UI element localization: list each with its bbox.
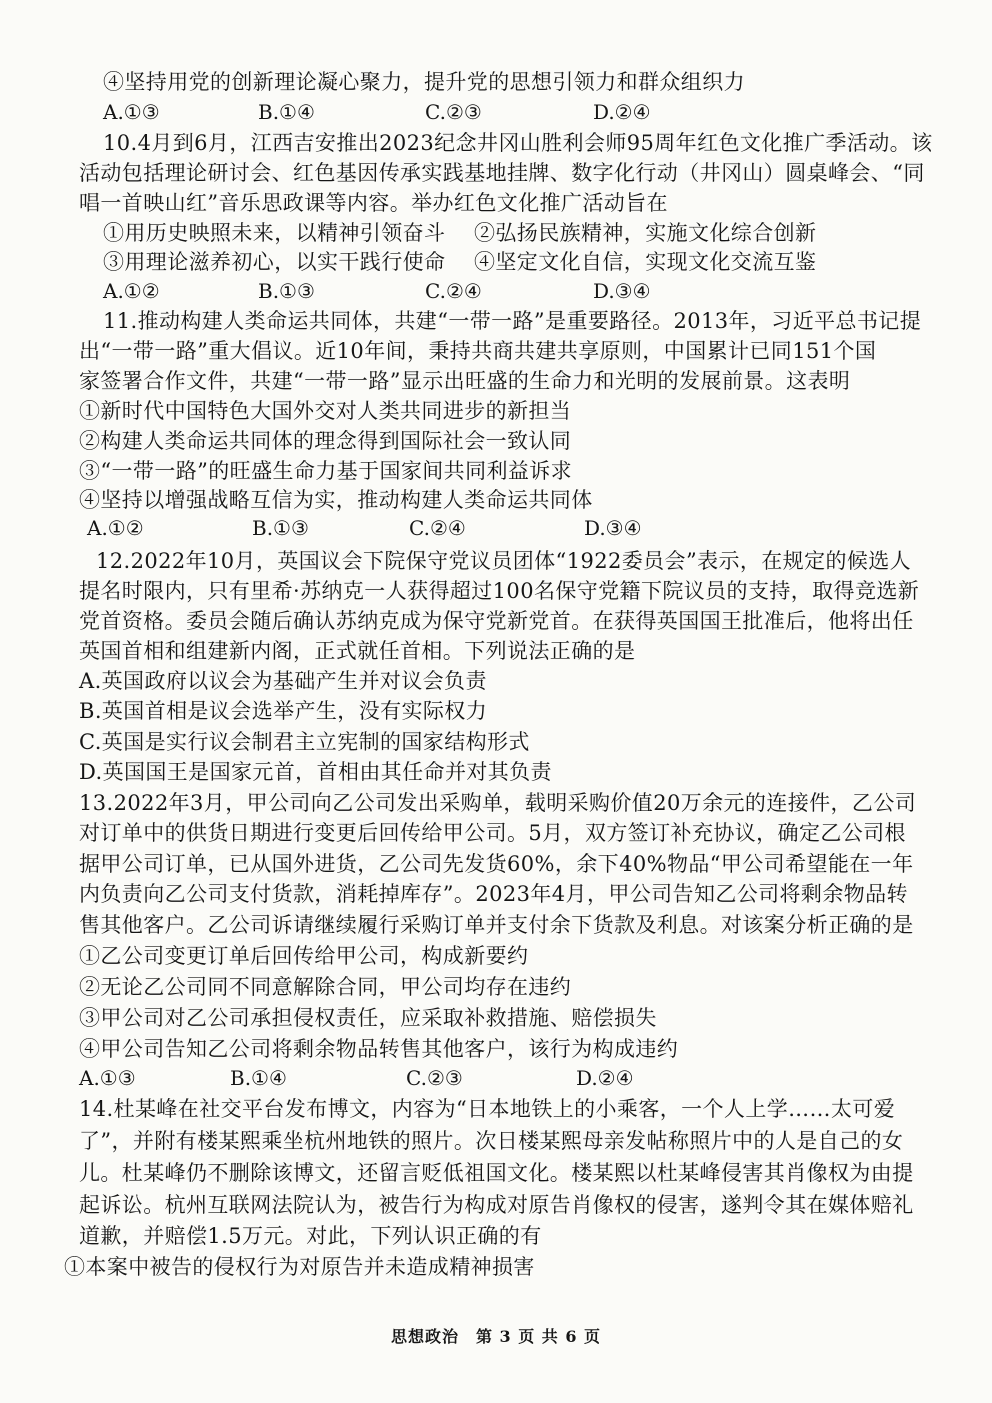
q12-stem-line-3: 党首资格。委员会随后确认苏纳克成为保守党新党首。在获得英国国王批准后，他将出任	[79, 609, 914, 633]
q11-item-4: ④坚持以增强战略互信为实，推动构建人类命运共同体	[79, 488, 593, 512]
q11-stem-line-3: 家签署合作文件，共建“一带一路”显示出旺盛的生命力和光明的发展前景。这表明	[79, 369, 851, 393]
q12-choice-a: A.英国政府以议会为基础产生并对议会负责	[79, 669, 487, 693]
q14-stem-line-1: 14.杜某峰在社交平台发布博文，内容为“日本地铁上的小乘客，一个人上学……太可爱	[79, 1097, 896, 1121]
q10-item-4: ④坚定文化自信，实现文化交流互鉴	[474, 250, 817, 274]
q13-option-a: A.①③	[79, 1066, 136, 1090]
q10-option-c: C.②④	[425, 279, 482, 303]
q11-item-1: ①新时代中国特色大国外交对人类共同进步的新担当	[79, 399, 572, 423]
q11-item-3: ③“一带一路”的旺盛生命力基于国家间共同利益诉求	[79, 459, 573, 483]
q9-item-4: ④坚持用党的创新理论凝心聚力，提升党的思想引领力和群众组织力	[103, 70, 745, 94]
q13-stem-line-2: 对订单中的供货日期进行变更后回传给甲公司。5月，双方签订补充协议，确定乙公司根	[79, 821, 906, 845]
q11-stem-line-1: 11.推动构建人类命运共同体，共建“一带一路”是重要路径。2013年，习近平总书记提	[103, 309, 922, 333]
q13-stem-line-1: 13.2022年3月，甲公司向乙公司发出采购单，载明采购价值20万余元的连接件，乙公司	[79, 791, 917, 815]
q12-choice-c: C.英国是实行议会制君主立宪制的国家结构形式	[79, 730, 530, 754]
page-footer: 思想政治 第 3 页 共 6 页	[390, 1327, 602, 1346]
q12-choice-b: B.英国首相是议会选举产生，没有实际权力	[79, 699, 488, 723]
q14-stem-line-4: 起诉讼。杭州互联网法院认为，被告行为构成对原告肖像权的侵害，遂判令其在媒体赔礼	[79, 1193, 914, 1217]
q13-item-4: ④甲公司告知乙公司将剩余物品转售其他客户，该行为构成违约	[79, 1037, 679, 1061]
q12-stem-line-2: 提名时限内，只有里希·苏纳克一人获得超过100名保守党籍下院议员的支持，取得竞选新	[79, 579, 920, 603]
q9-option-d: D.②④	[593, 100, 651, 124]
q11-option-b: B.①③	[252, 516, 309, 540]
q14-stem-line-2: 了”，并附有楼某熙乘坐杭州地铁的照片。次日楼某熙母亲发帖称照片中的人是自己的女	[79, 1129, 904, 1153]
q14-stem-line-5: 道歉，并赔偿1.5万元。对此，下列认识正确的有	[79, 1224, 542, 1248]
q10-stem-line-2: 活动包括理论研讨会、红色基因传承实践基地挂牌、数字化行动（井冈山）圆桌峰会、“同	[79, 161, 925, 185]
q13-stem-line-3: 据甲公司订单，已从国外进货，乙公司先发货60%，余下40%物品“甲公司希望能在一年	[79, 852, 914, 876]
q10-option-b: B.①③	[258, 279, 315, 303]
q10-option-d: D.③④	[593, 279, 651, 303]
q10-option-a: A.①②	[103, 279, 160, 303]
q9-option-c: C.②③	[425, 100, 482, 124]
q14-item-1: ①本案中被告的侵权行为对原告并未造成精神损害	[64, 1255, 535, 1279]
q11-option-d: D.③④	[584, 516, 642, 540]
q10-item-1: ①用历史映照未来，以精神引领奋斗	[103, 221, 446, 245]
q11-option-a: A.①②	[87, 516, 144, 540]
q9-option-b: B.①④	[258, 100, 315, 124]
q10-item-3: ③用理论滋养初心，以实干践行使命	[103, 250, 446, 274]
q13-option-c: C.②③	[406, 1066, 463, 1090]
q10-stem-line-1: 10.4月到6月，江西吉安推出2023纪念井冈山胜利会师95周年红色文化推广季活动。该	[103, 131, 933, 155]
q13-item-2: ②无论乙公司同不同意解除合同，甲公司均存在违约	[79, 975, 572, 999]
q13-stem-line-4: 内负责向乙公司支付货款，消耗掉库存”。2023年4月，甲公司告知乙公司将剩余物品转	[79, 882, 908, 906]
q11-item-2: ②构建人类命运共同体的理念得到国际社会一致认同	[79, 429, 572, 453]
q12-stem-line-1: 12.2022年10月，英国议会下院保守党议员团体“1922委员会”表示，在规定的候选人	[96, 549, 912, 573]
q12-stem-line-4: 英国首相和组建新内阁，正式就任首相。下列说法正确的是	[79, 639, 636, 663]
q12-choice-d: D.英国国王是国家元首，首相由其任命并对其负责	[79, 760, 552, 784]
q13-option-b: B.①④	[230, 1066, 287, 1090]
q13-option-d: D.②④	[576, 1066, 634, 1090]
q10-item-2: ②弘扬民族精神，实施文化综合创新	[474, 221, 817, 245]
q14-stem-line-3: 儿。杜某峰仍不删除该博文，还留言贬低祖国文化。楼某熙以杜某峰侵害其肖像权为由提	[79, 1161, 914, 1185]
q13-item-1: ①乙公司变更订单后回传给甲公司，构成新要约	[79, 944, 529, 968]
q13-item-3: ③甲公司对乙公司承担侵权责任，应采取补救措施、赔偿损失	[79, 1006, 657, 1030]
q9-option-a: A.①③	[103, 100, 160, 124]
q10-stem-line-3: 唱一首映山红”音乐思政课等内容。举办红色文化推广活动旨在	[79, 191, 668, 215]
q11-stem-line-2: 出“一带一路”重大倡议。近10年间，秉持共商共建共享原则，中国累计已同151个国	[79, 339, 877, 363]
q13-stem-line-5: 售其他客户。乙公司诉请继续履行采购订单并支付余下货款及利息。对该案分析正确的是	[79, 913, 914, 937]
q11-option-c: C.②④	[409, 516, 466, 540]
